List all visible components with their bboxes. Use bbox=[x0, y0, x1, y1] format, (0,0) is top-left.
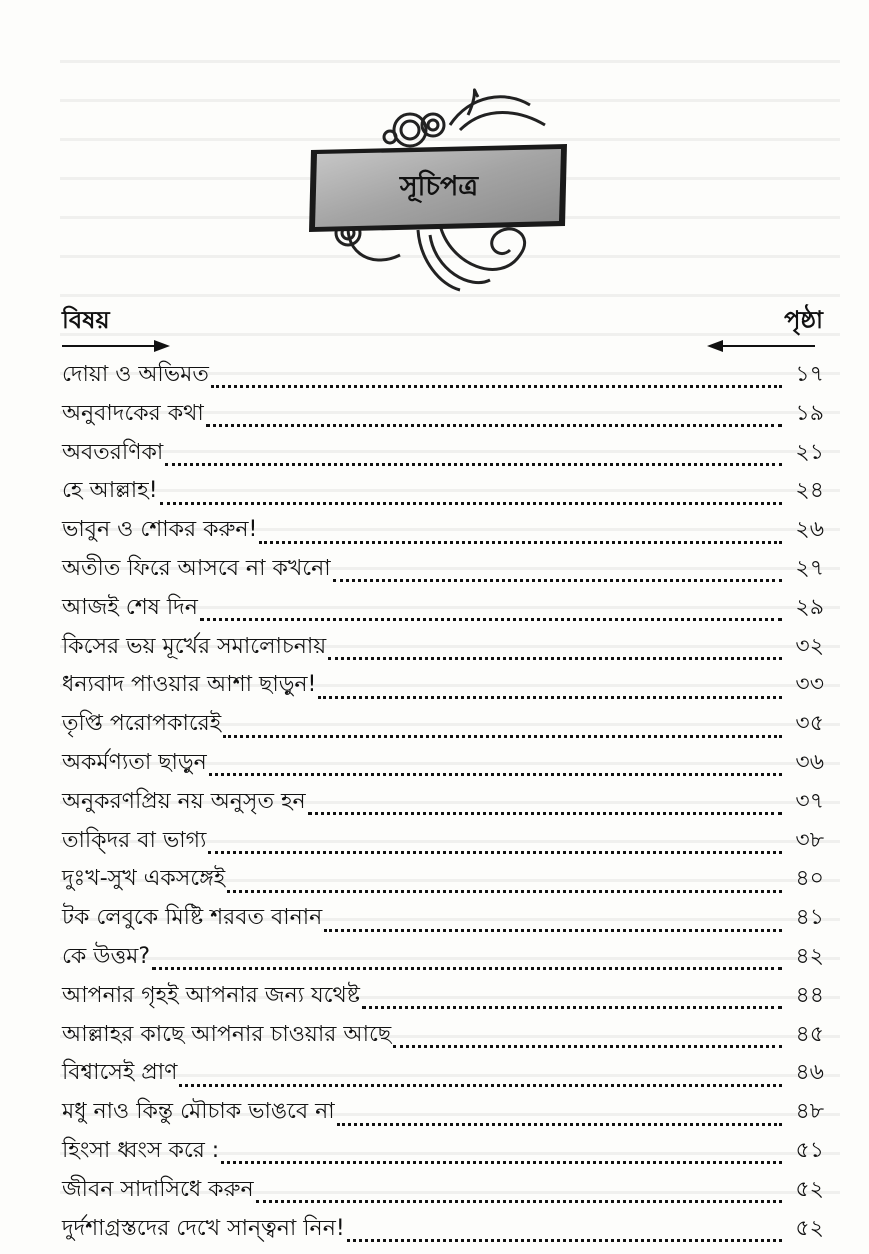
toc-entry-title: অবতরণিকা bbox=[62, 439, 164, 465]
table-of-contents bbox=[62, 356, 824, 1248]
toc-entry bbox=[62, 628, 824, 667]
dot-leader bbox=[227, 875, 782, 897]
toc-entry-title: জীবন সাদাসিধে করুন bbox=[62, 1176, 254, 1202]
dot-leader bbox=[223, 720, 782, 742]
dot-leader bbox=[259, 526, 782, 548]
toc-entry-page: ৪৬ bbox=[795, 1060, 824, 1086]
dot-leader bbox=[308, 797, 782, 819]
dot-leader bbox=[179, 1069, 782, 1091]
toc-entry-title: তাক্দির বা ভাগ্য bbox=[62, 827, 207, 853]
toc-entry-page: ৩২ bbox=[795, 633, 824, 659]
toc-entry-title: ধন্যবাদ পাওয়ার আশা ছাড়ুন! bbox=[62, 672, 317, 698]
toc-entry-title: হিংসা ধ্বংস করে : bbox=[62, 1137, 220, 1163]
dot-leader bbox=[209, 758, 782, 780]
toc-entry-page: ৫১ bbox=[795, 1137, 824, 1163]
toc-entry bbox=[62, 434, 824, 473]
toc-entry bbox=[62, 1093, 824, 1132]
toc-entry-page: ৪২ bbox=[795, 943, 824, 969]
toc-entry bbox=[62, 395, 824, 434]
toc-entry-title: বিশ্বাসেই প্রাণ bbox=[62, 1060, 178, 1086]
toc-entry bbox=[62, 822, 824, 861]
dot-leader bbox=[362, 991, 782, 1013]
toc-entry-title: আপনার গৃহই আপনার জন্য যথেষ্ট bbox=[62, 982, 360, 1008]
toc-entry-title: আজই শেষ দিন bbox=[62, 594, 198, 620]
dot-leader bbox=[324, 914, 782, 936]
toc-entry-page: ৪৫ bbox=[795, 1021, 824, 1047]
dot-leader bbox=[160, 487, 782, 509]
toc-entry-title: তৃপ্তি পরোপকারেই bbox=[62, 711, 222, 737]
toc-entry bbox=[62, 1016, 824, 1055]
toc-entry-page: ২৪ bbox=[795, 478, 824, 504]
toc-entry-title: কে উত্তম? bbox=[62, 943, 151, 969]
toc-entry-title: টক লেবুকে মিষ্টি শরবত বানান bbox=[62, 905, 323, 931]
toc-entry-page: ২১ bbox=[795, 439, 824, 465]
toc-entry-title: মধু নাও কিন্তু মৌচাক ভাঙবে না bbox=[62, 1099, 335, 1125]
toc-entry-page: ১৭ bbox=[795, 362, 824, 387]
dot-leader bbox=[337, 1108, 782, 1130]
toc-entry-page: ৩৬ bbox=[795, 749, 824, 775]
toc-entry-title: অনুকরণপ্রিয় নয় অনুসৃত হন bbox=[62, 788, 306, 814]
toc-entry-title: দুর্দশাগ্রস্তদের দেখে সান্ত্বনা নিন! bbox=[62, 1215, 345, 1241]
toc-entry bbox=[62, 744, 824, 783]
subject-column-header: বিষয় bbox=[62, 306, 110, 334]
toc-entry-title: দোয়া ও অভিমত bbox=[62, 362, 209, 387]
dot-leader bbox=[347, 1224, 782, 1246]
dot-leader bbox=[393, 1030, 782, 1052]
dot-leader bbox=[318, 681, 782, 703]
right-arrow-icon bbox=[62, 338, 172, 358]
page-title: সূচিপত্র bbox=[399, 170, 479, 202]
dot-leader bbox=[206, 409, 782, 431]
dot-leader bbox=[152, 952, 782, 974]
toc-entry bbox=[62, 1171, 824, 1210]
toc-entry-page: ১৯ bbox=[795, 400, 824, 426]
toc-entry-page: ৩৭ bbox=[795, 788, 824, 814]
toc-entry bbox=[62, 666, 824, 705]
toc-entry-page: ২৬ bbox=[795, 517, 824, 543]
dot-leader bbox=[333, 564, 782, 586]
toc-entry bbox=[62, 977, 824, 1016]
toc-entry-page: ৫২ bbox=[795, 1215, 824, 1241]
dot-leader bbox=[165, 448, 782, 470]
toc-entry-page: ২৭ bbox=[795, 555, 824, 581]
page-column-header: পৃষ্ঠা bbox=[784, 306, 823, 334]
dot-leader bbox=[221, 1146, 782, 1168]
toc-entry-title: দুঃখ-সুখ একসঙ্গেই bbox=[62, 866, 226, 892]
toc-entry-title: ভাবুন ও শোকর করুন! bbox=[62, 517, 258, 543]
toc-entry bbox=[62, 1054, 824, 1093]
toc-entry bbox=[62, 705, 824, 744]
toc-entry-page: ৩৩ bbox=[795, 672, 824, 698]
toc-entry-page: ৪৪ bbox=[795, 982, 824, 1008]
toc-entry bbox=[62, 1132, 824, 1171]
toc-entry-title: অনুবাদকের কথা bbox=[62, 400, 204, 426]
toc-entry-title: আল্লাহর কাছে আপনার চাওয়ার আছে bbox=[62, 1021, 392, 1047]
toc-entry bbox=[62, 472, 824, 511]
toc-entry bbox=[62, 860, 824, 899]
toc-entry-page: ৩৫ bbox=[795, 711, 824, 737]
toc-entry-page: ৫২ bbox=[795, 1176, 824, 1202]
dot-leader bbox=[200, 603, 782, 625]
toc-entry bbox=[62, 511, 824, 550]
toc-entry-page: ২৯ bbox=[795, 594, 824, 620]
toc-entry-title: হে আল্লাহ! bbox=[62, 478, 158, 504]
toc-entry-title: অতীত ফিরে আসবে না কখনো bbox=[62, 555, 331, 581]
toc-entry-page: ৩৮ bbox=[795, 827, 824, 853]
toc-entry bbox=[62, 550, 824, 589]
left-arrow-icon bbox=[705, 338, 815, 358]
toc-entry bbox=[62, 938, 824, 977]
toc-entry bbox=[62, 356, 824, 395]
toc-entry bbox=[62, 899, 824, 938]
dot-leader bbox=[256, 1185, 782, 1207]
toc-entry-page: ৪০ bbox=[795, 866, 824, 892]
toc-entry-page: ৪১ bbox=[795, 905, 824, 931]
toc-entry-page: ৪৮ bbox=[795, 1099, 824, 1125]
dot-leader bbox=[211, 370, 782, 392]
dot-leader bbox=[328, 642, 782, 664]
toc-entry bbox=[62, 589, 824, 628]
toc-entry bbox=[62, 1210, 824, 1249]
toc-entry-title: কিসের ভয় মূর্খের সমালোচনায় bbox=[62, 633, 327, 659]
toc-entry-title: অকর্মণ্যতা ছাড়ুন bbox=[62, 749, 207, 775]
dot-leader bbox=[208, 836, 782, 858]
toc-entry bbox=[62, 783, 824, 822]
